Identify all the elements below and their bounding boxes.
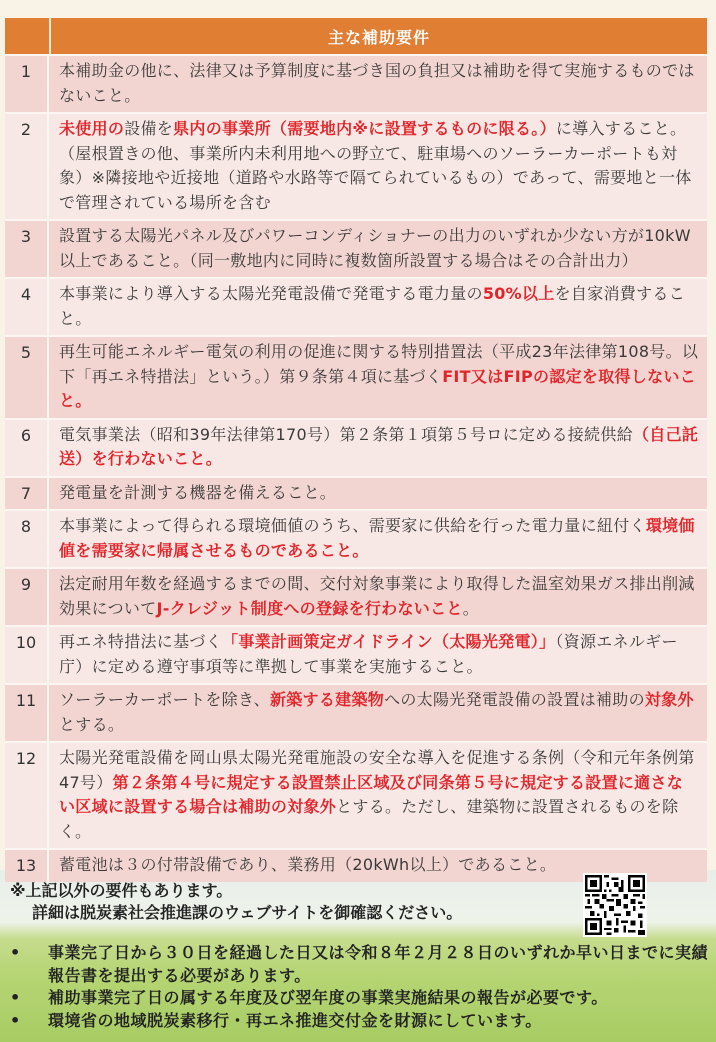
row-number: 7 [5, 478, 49, 510]
bullet-icon: • [10, 943, 21, 962]
table-header [5, 18, 707, 54]
highlighted-text: 未使用の [59, 119, 125, 138]
notice-item [8, 987, 708, 1010]
highlighted-text: 第２条第４号に規定する設置禁止区域及び同条第５号に規定する設置に適さない区域に設置する場合は補助の対象外 [59, 772, 684, 816]
row-requirement-text [49, 627, 707, 683]
row-number: 10 [5, 627, 49, 683]
row-number: 5 [5, 337, 49, 418]
notice-text: 事業完了日から３０日を経過した日又は令和８年２月２８日のいずれか早い日までに実績報告書を提出する必要があります。 [48, 943, 709, 985]
row-requirement-text [49, 420, 707, 476]
highlighted-text: （自己託送）を行わないこと。 [59, 424, 699, 468]
row-number: 8 [5, 511, 49, 567]
requirement-text: ソーラーカーポートを除き、 [59, 690, 270, 709]
table-row [5, 625, 707, 683]
table-row [5, 112, 707, 219]
requirement-text: 蓄電池は３の付帯設備であり、業務用（20kWh以上）であること。 [59, 855, 557, 874]
row-number: 6 [5, 420, 49, 476]
table-body [5, 54, 707, 882]
bullet-icon: • [10, 1010, 21, 1030]
row-requirement-text [49, 743, 707, 848]
requirement-text: 再エネ特措法に基づく [59, 632, 223, 651]
requirement-text: 設備を [124, 119, 174, 138]
row-requirement-text [49, 337, 707, 418]
row-requirement-text [49, 478, 707, 510]
row-requirement-text [49, 221, 707, 277]
table-row [5, 219, 707, 277]
qr-code-icon[interactable] [583, 873, 647, 937]
requirements-table [5, 18, 707, 882]
requirement-text: （資源エネルギー庁）に定める遵守事項等に準拠して事業を実施すること。 [59, 632, 678, 676]
notice-text: 環境省の地域脱炭素移行・再エネ推進交付金を財源にしています。 [48, 1010, 542, 1030]
requirement-text: 本事業によって得られる環境価値のうち、需要家に供給を行った電力量に紐付く [59, 516, 646, 535]
notice-item [8, 942, 708, 987]
requirement-text: を自家消費すること。 [59, 284, 686, 328]
table-row [5, 476, 707, 510]
row-requirement-text [49, 569, 707, 625]
table-row [5, 277, 707, 335]
row-requirement-text [49, 511, 707, 567]
row-requirement-text [49, 279, 707, 335]
requirement-text: への太陽光発電設備の設置は補助の [384, 690, 645, 709]
row-number: 11 [5, 685, 49, 741]
highlighted-text: 新築する建築物 [269, 690, 385, 709]
requirement-text: 本事業により導入する太陽光発電設備で発電する電力量の [59, 284, 483, 303]
highlighted-text: 県内の事業所（需要地内※に設置するものに限る。） [173, 119, 556, 138]
row-requirement-text [49, 114, 707, 219]
row-number: 3 [5, 221, 49, 277]
header-title: 主な補助要件 [51, 18, 707, 54]
requirement-text: 発電量を計測する機器を備えること。 [59, 482, 337, 502]
requirement-text: 。 [462, 598, 479, 618]
table-row [5, 741, 707, 848]
row-number: 2 [5, 114, 49, 219]
row-number: 4 [5, 279, 49, 335]
requirement-text: とする。 [59, 714, 125, 734]
table-row [5, 54, 707, 112]
row-requirement-text [49, 56, 707, 112]
table-row [5, 567, 707, 625]
highlighted-text: 対象外 [644, 690, 694, 709]
requirement-text: 本補助金の他に、法律又は予算制度に基づき国の負担又は補助を得て実施するものではないこと。 [59, 61, 695, 105]
requirement-text: 設置する太陽光パネル及びパワーコンディショナーの出力のいずれか少ない方が10kW以上であること。（同一敷地内に同時に複数箇所設置する場合はその合計出力） [59, 226, 691, 270]
row-requirement-text [49, 685, 707, 741]
row-number: 12 [5, 743, 49, 848]
row-number: 1 [5, 56, 49, 112]
header-number-cell [5, 18, 51, 54]
requirement-text: 法定耐用年数を経過するまでの間、交付対象事業により取得した温室効果ガス排出削減効果について [59, 574, 695, 618]
row-number: 9 [5, 569, 49, 625]
requirement-text: 再生可能エネルギー電気の利用の促進に関する特別措置法（平成23年法律第108号。以下「再エネ特措法」という。）第９条第４項に基づく [59, 342, 699, 386]
requirement-text: 太陽光発電設備を岡山県太陽光発電施設の安全な導入を促進する条例（令和元年条例第47号） [59, 748, 695, 792]
highlighted-text: 50%以上 [482, 284, 555, 303]
highlighted-text: FIT又はFIPの認定を取得しないこと。 [59, 366, 697, 410]
requirement-text: 電気事業法（昭和39年法律第170号）第２条第１項第５号ロに定める接続供給 [59, 424, 633, 444]
table-row [5, 509, 707, 567]
highlighted-text: 「事業計画策定ガイドライン（太陽光発電）」 [222, 632, 556, 651]
highlighted-text: 環境価値を需要家に帰属させるものであること。 [59, 516, 695, 560]
row-number: 13 [5, 850, 49, 882]
requirement-text: に導入すること。（屋根置きの他、事業所内未利用地への野立て、駐車場へのソーラーカーポートも対象）※隣接地や近接地（道路や水路等で隔てられているもの）であって、需要地と一体で管理されている場所を含む [59, 119, 692, 212]
highlighted-text: J-クレジット制度への登録を行わないこと [156, 598, 463, 618]
notice-item [8, 1010, 708, 1033]
table-row [5, 683, 707, 741]
notice-text: 補助事業完了日の属する年度及び翌年度の事業実施結果の報告が必要です。 [48, 988, 608, 1007]
note-line-2: 詳細は脱炭素社会推進課のウェブサイトを御確認ください。 [32, 903, 463, 922]
notice-list [8, 942, 708, 1032]
table-row [5, 335, 707, 418]
table-row [5, 418, 707, 476]
requirement-text: とする。ただし、建築物に設置されるものを除く。 [59, 797, 679, 841]
additional-requirements-note [10, 880, 462, 924]
note-line-1: ※上記以外の要件もあります。 [10, 881, 233, 900]
bullet-icon: • [10, 988, 21, 1007]
